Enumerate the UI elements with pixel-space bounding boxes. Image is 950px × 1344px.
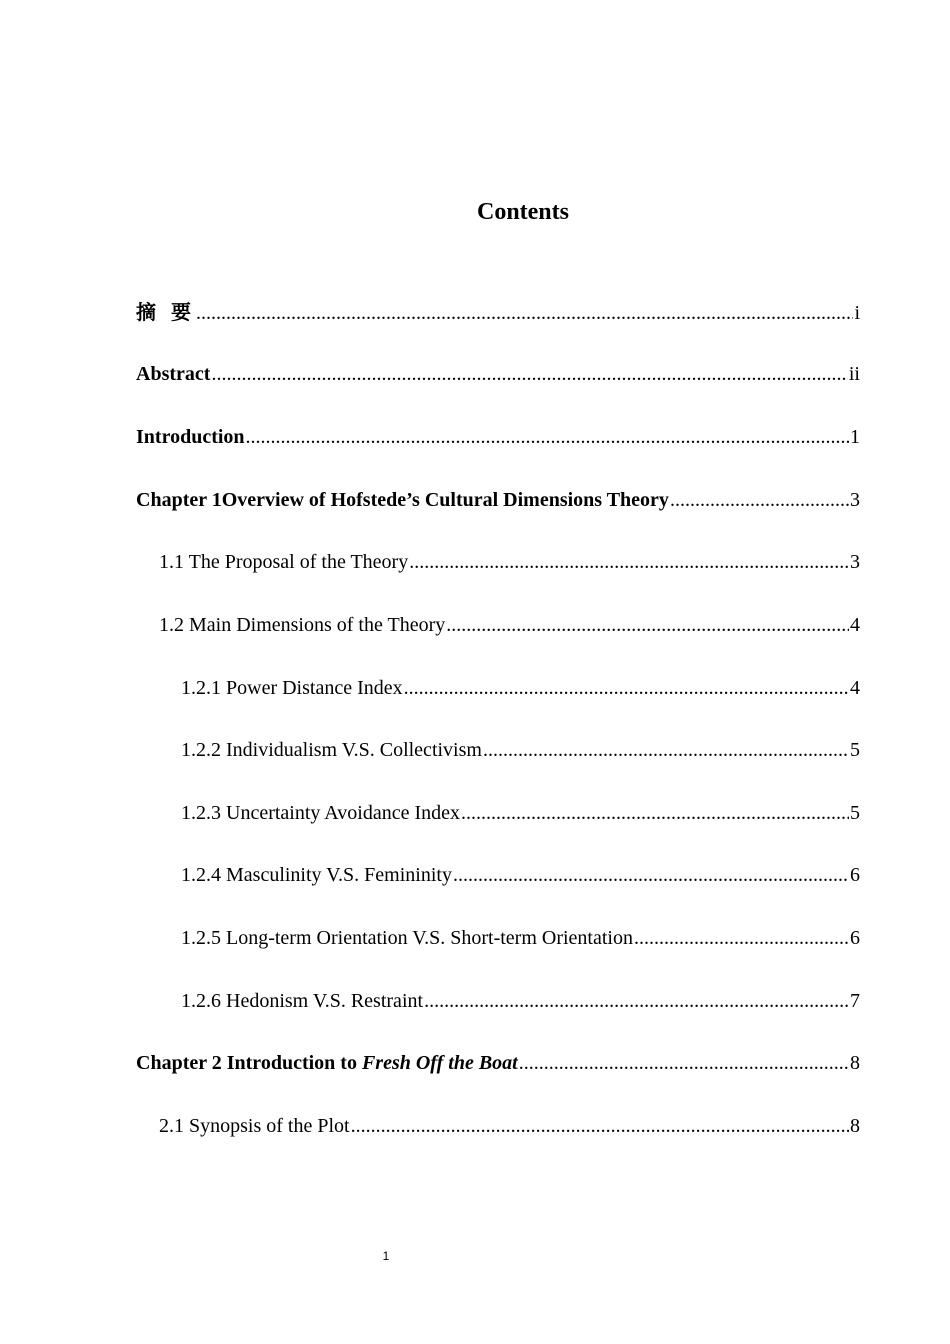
toc-entry-1-2-6[interactable] [181,987,860,1015]
toc-entry-abstract-chinese[interactable] [136,298,860,326]
toc-entry-page: 8 [850,1052,860,1074]
toc-entry-page: ii [848,363,860,385]
dot-leader [482,736,849,764]
dot-leader [518,1049,849,1077]
toc-entry-label: 1.2.3 Uncertainty Avoidance Index [181,802,460,824]
toc-entry-label: Abstract [136,363,211,385]
dot-leader [350,1112,849,1140]
toc-entry-1-2[interactable] [159,611,860,639]
dot-leader [460,799,849,827]
toc-entry-1-2-3[interactable] [181,799,860,827]
dot-leader [669,486,849,514]
toc-entry-label: 2.1 Synopsis of the Plot [159,1115,350,1137]
toc-entry-page: 7 [850,990,860,1012]
toc-entry-1-2-4[interactable] [181,861,860,889]
dot-leader [210,360,847,388]
toc-entry-chapter-1[interactable] [136,486,860,514]
toc-entry-label: 1.2.6 Hedonism V.S. Restraint [181,990,424,1012]
toc-entry-page: 8 [850,1115,860,1137]
footer-page-number: 1 [382,1249,390,1263]
toc-entry-introduction[interactable] [136,423,860,451]
toc-entry-label: 1.1 The Proposal of the Theory [159,551,409,573]
page-title: Contents [476,199,569,225]
toc-entry-page: 1 [850,426,860,448]
toc-entry-label: 1.2.2 Individualism V.S. Collectivism [181,739,482,761]
toc-entry-page: 6 [850,864,860,886]
toc-entry-label: 1.2.5 Long-term Orientation V.S. Short-term Orientation [181,927,633,949]
toc-entry-2-1[interactable] [159,1112,860,1140]
dot-leader [633,924,849,952]
toc-entry-page: 3 [850,551,860,573]
toc-entry-1-2-1[interactable] [181,674,860,702]
toc-entry-label: 1.2.4 Masculinity V.S. Femininity [181,864,452,886]
dot-leader [245,423,849,451]
toc-entry-label: 1.2 Main Dimensions of the Theory [159,614,446,636]
dot-leader [195,299,853,327]
toc-entry-page: 3 [850,489,860,511]
toc-entry-label: Chapter 1Overview of Hofstede’s Cultural Dimensions Theory [136,489,669,511]
toc-entry-label-prefix: Chapter 2 Introduction to [136,1052,362,1074]
toc-entry-page: i [854,302,860,324]
toc-entry-page: 4 [850,677,860,699]
toc-entry-1-2-2[interactable] [181,736,860,764]
toc-entry-label-show-title: Fresh Off the Boat [361,1052,518,1074]
toc-entry-label [136,1049,518,1077]
toc-entry-abstract[interactable] [136,360,860,388]
toc-entry-chapter-2[interactable] [136,1049,860,1077]
toc-entry-1-1[interactable] [159,548,860,576]
dot-leader [445,611,849,639]
toc-entry-1-2-5[interactable] [181,924,860,952]
toc-entry-label: 1.2.1 Power Distance Index [181,677,403,699]
toc-entry-label: Introduction [136,426,245,448]
toc-entry-label: 摘 要 [136,300,195,324]
dot-leader [423,987,849,1015]
dot-leader [403,674,849,702]
toc-entry-page: 5 [850,739,860,761]
toc-entry-page: 5 [850,802,860,824]
dot-leader [408,548,849,576]
dot-leader [452,861,849,889]
toc-entry-page: 4 [850,614,860,636]
toc-entry-page: 6 [850,927,860,949]
